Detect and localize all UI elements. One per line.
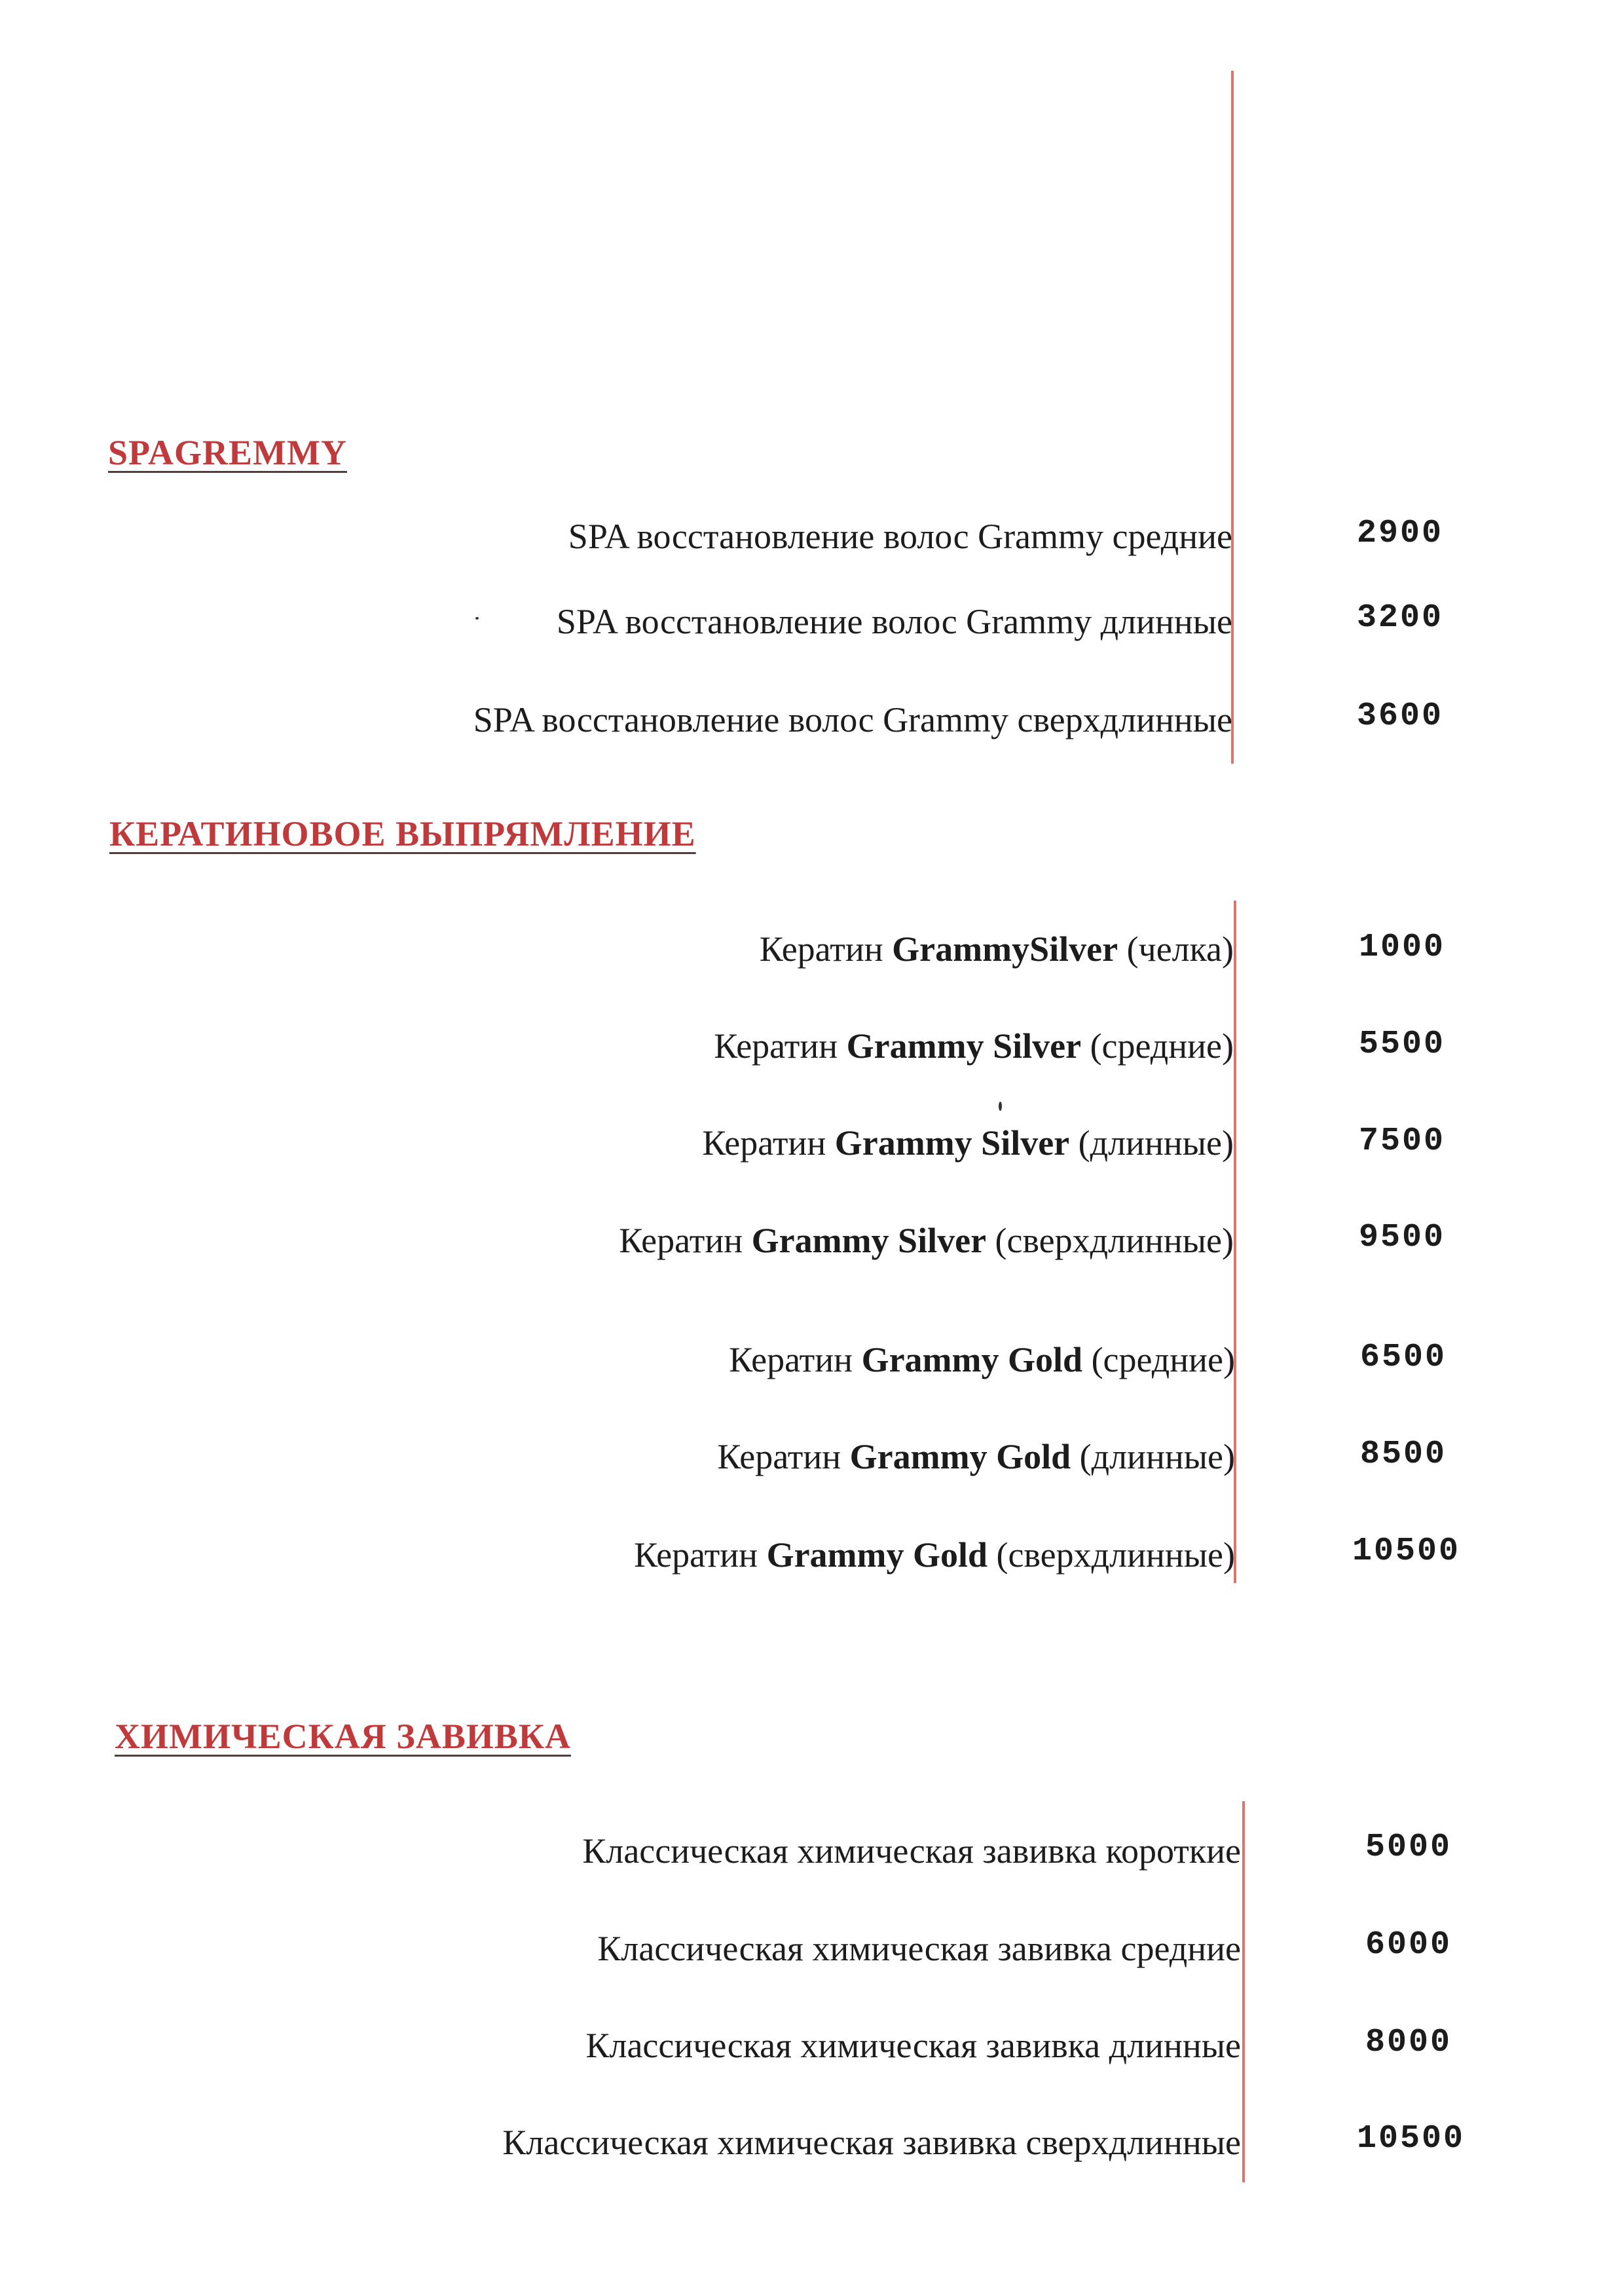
- service-label: Кератин Grammy Gold (средние): [729, 1340, 1235, 1379]
- service-label: Классическая химическая завивка сверхдлинные: [502, 2123, 1241, 2162]
- service-label: SPA восстановление волос Grammy сверхдлинные: [473, 700, 1232, 739]
- section-heading-spa: SPAGREMMY: [108, 433, 347, 472]
- service-price: 1000: [1359, 929, 1446, 966]
- scan-speck: [999, 1102, 1002, 1111]
- scan-speck: [475, 617, 479, 620]
- service-label: SPA восстановление волос Grammy длинные: [556, 602, 1232, 641]
- service-price: 3200: [1357, 599, 1444, 637]
- service-label: SPA восстановление волос Grammy средние: [568, 517, 1232, 556]
- service-price: 6500: [1360, 1339, 1447, 1376]
- service-price: 6000: [1365, 1926, 1452, 1964]
- perm-divider-line: [1242, 1801, 1245, 2182]
- service-price: 9500: [1359, 1219, 1446, 1256]
- service-label: Классическая химическая завивка средние: [597, 1929, 1241, 1968]
- service-price: 7500: [1359, 1123, 1446, 1160]
- service-price: 3600: [1357, 698, 1444, 735]
- service-label: Кератин Grammy Gold (длинные): [717, 1437, 1235, 1476]
- service-label: Кератин Grammy Silver (длинные): [702, 1123, 1234, 1163]
- section-heading-keratin: КЕРАТИНОВОЕ ВЫПРЯМЛЕНИЕ: [109, 814, 696, 853]
- service-label: Классическая химическая завивка короткие: [582, 1831, 1241, 1871]
- service-label: Кератин GrammySilver (челка): [759, 929, 1234, 969]
- spa-divider-line: [1231, 71, 1234, 764]
- service-label: Классическая химическая завивка длинные: [585, 2026, 1241, 2065]
- service-price: 5000: [1365, 1829, 1452, 1866]
- service-price: 10500: [1357, 2120, 1466, 2157]
- service-label: Кератин Grammy Silver (средние): [714, 1026, 1234, 1066]
- keratin-divider-line: [1234, 901, 1236, 1583]
- service-price: 10500: [1352, 1533, 1461, 1570]
- service-price: 8000: [1365, 2024, 1452, 2061]
- service-price: 8500: [1360, 1436, 1447, 1473]
- service-price: 2900: [1357, 515, 1444, 552]
- service-label: Кератин Grammy Gold (сверхдлинные): [634, 1535, 1235, 1575]
- service-label: Кератин Grammy Silver (сверхдлинные): [619, 1221, 1234, 1260]
- service-price: 5500: [1359, 1026, 1446, 1063]
- section-heading-perm: ХИМИЧЕСКАЯ ЗАВИВКА: [115, 1717, 571, 1756]
